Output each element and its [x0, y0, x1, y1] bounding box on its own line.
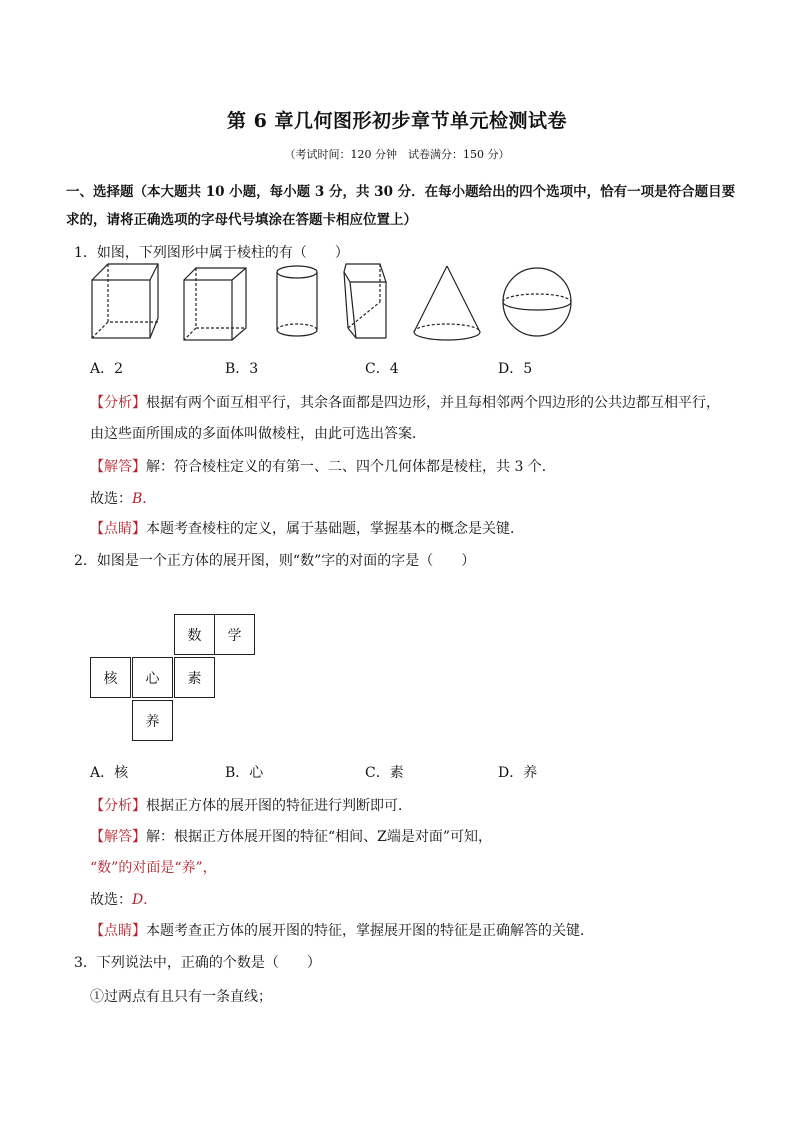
- comment-tag: 【点睛】: [90, 521, 146, 537]
- q1-option-a: A．2: [90, 361, 124, 377]
- solution-tag: 【解答】: [90, 829, 146, 845]
- q1-option-c: C．4: [365, 361, 399, 377]
- prism-icon: [344, 264, 386, 338]
- analysis-text: 根据正方体的展开图的特征进行判断即可．: [146, 798, 412, 814]
- cone-icon: [414, 266, 480, 340]
- solution-tag: 【解答】: [90, 459, 146, 475]
- net-cell-yang: 养: [132, 700, 173, 741]
- q1-solution: [90, 456, 556, 476]
- cylinder-icon: [277, 266, 317, 336]
- q2-option-d: D．养: [498, 765, 538, 781]
- choice-letter: B: [132, 491, 143, 507]
- q2-option-c: C．素: [365, 765, 404, 781]
- q1-analysis-cont: 由这些面所围成的多面体叫做棱柱，由此可选出答案．: [90, 426, 426, 442]
- analysis-tag: 【分析】: [90, 798, 146, 814]
- q1-option-d: D．5: [498, 361, 533, 377]
- sphere-icon: [503, 268, 571, 336]
- comment-text: 本题考查棱柱的定义，属于基础题，掌握基本的概念是关键．: [146, 521, 524, 537]
- q2-comment: [90, 920, 594, 940]
- comment-tag: 【点睛】: [90, 923, 146, 939]
- exam-info: （考试时间：120 分钟 试卷满分：150 分）: [284, 148, 510, 161]
- cube-icon: [92, 264, 158, 338]
- q3-stem: 3．下列说法中，正确的个数是（ ）: [74, 955, 321, 971]
- q2-solution: [90, 826, 492, 846]
- q2-analysis: [90, 795, 412, 815]
- choice-prefix: 故选：: [90, 491, 132, 507]
- solution-text: 解：根据正方体展开图的特征“相间、Z端是对面”可知，: [146, 829, 493, 845]
- comment-text: 本题考查正方体的展开图的特征，掌握展开图的特征是正确解答的关键．: [146, 923, 594, 939]
- choice-suffix: ．: [143, 892, 158, 908]
- q2-solution-cont: “数”的对面是“养”，: [90, 860, 217, 876]
- q2-option-a: A．核: [90, 765, 129, 781]
- net-cell-shu: 数: [174, 614, 215, 655]
- section-heading: 一、选择题（本大题共 10 小题，每小题 3 分，共 30 分．在每小题给出的四个选项中，恰有一项是符合题目要求的，请将正确选项的字母代号填涂在答题卡相应位置上）: [66, 184, 736, 228]
- q2-stem: 2．如图是一个正方体的展开图，则“数”字的对面的字是（ ）: [74, 553, 476, 569]
- q3-item-1: ①过两点有且只有一条直线；: [90, 989, 272, 1005]
- cuboid-icon: [184, 268, 246, 340]
- q1-choice: [90, 488, 156, 508]
- q2-choice: [90, 889, 157, 909]
- choice-suffix: ．: [142, 491, 157, 507]
- solution-text: 解：符合棱柱定义的有第一、二、四个几何体都是棱柱，共 3 个．: [146, 459, 556, 475]
- page-title: 第 6 章几何图形初步章节单元检测试卷: [227, 110, 567, 132]
- q1-analysis: [90, 392, 720, 412]
- net-cell-xin: 心: [132, 657, 173, 698]
- net-cell-he: 核: [90, 657, 131, 698]
- q1-option-b: B．3: [225, 361, 259, 377]
- net-cell-su: 素: [174, 657, 215, 698]
- analysis-tag: 【分析】: [90, 395, 146, 411]
- q1-figures: [80, 262, 580, 352]
- analysis-text: 根据有两个面互相平行，其余各面都是四边形，并且每相邻两个四边形的公共边都互相平行，: [146, 395, 720, 411]
- choice-letter: D: [132, 892, 144, 908]
- q1-comment: [90, 518, 524, 538]
- q1-stem: 1．如图，下列图形中属于棱柱的有（ ）: [74, 245, 349, 261]
- net-cell-xue: 学: [214, 614, 255, 655]
- q2-option-b: B．心: [225, 765, 264, 781]
- choice-prefix: 故选：: [90, 892, 132, 908]
